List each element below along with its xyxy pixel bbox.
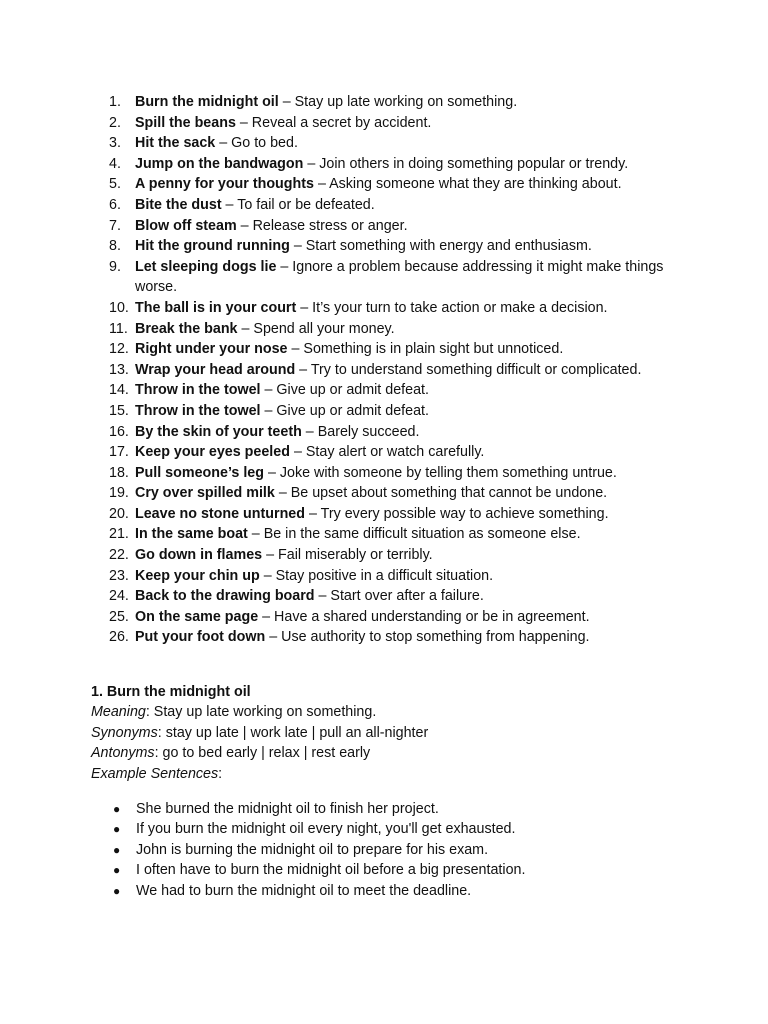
- idiom-definition: – Try every possible way to achieve something.: [305, 505, 609, 522]
- examples-heading: [91, 764, 711, 784]
- idiom-definition: – To fail or be defeated.: [221, 196, 375, 213]
- idiom-item: [109, 463, 709, 484]
- idiom-item: [109, 360, 709, 381]
- idiom-item: [109, 113, 709, 134]
- idiom-text: [135, 360, 709, 381]
- idiom-item: [109, 380, 709, 401]
- example-sentence: If you burn the midnight oil every night, you'll get exhausted.: [136, 821, 516, 838]
- examples-label: Example Sentences: [91, 765, 219, 782]
- idiom-text: [135, 257, 709, 298]
- idiom-term: Keep your eyes peeled: [135, 444, 290, 461]
- idiom-text: [135, 401, 709, 422]
- item-number: 14.: [109, 382, 129, 399]
- idiom-text: [135, 216, 709, 237]
- idiom-term: Go down in flames: [135, 547, 263, 564]
- example-item: [113, 860, 711, 880]
- idiom-item: [109, 174, 709, 195]
- idiom-text: [135, 524, 709, 545]
- idiom-list: [109, 92, 709, 648]
- idiom-definition: – Give up or admit defeat.: [260, 382, 429, 399]
- bullet-icon: ●: [113, 822, 121, 837]
- idiom-definition: – Stay positive in a difficult situation.: [259, 567, 494, 584]
- idiom-term: Leave no stone unturned: [135, 505, 305, 522]
- idiom-definition: – Asking someone what they are thinking about.: [313, 176, 622, 193]
- idiom-item: [109, 504, 709, 525]
- meaning-label: Meaning: [91, 704, 146, 721]
- item-number: 12.: [109, 341, 129, 358]
- idiom-term: The ball is in your court: [135, 299, 297, 316]
- idiom-item: [109, 195, 709, 216]
- idiom-term: Spill the beans: [135, 114, 236, 131]
- item-number: 21.: [109, 526, 129, 543]
- antonyms-line: [91, 743, 711, 763]
- idiom-definition: – Release stress or anger.: [236, 217, 408, 234]
- idiom-text: [135, 607, 709, 628]
- idiom-definition: – Join others in doing something popular or trendy.: [303, 155, 629, 172]
- item-number: 17.: [109, 444, 129, 461]
- idiom-term: Hit the sack: [135, 135, 216, 152]
- example-item: [113, 840, 711, 860]
- item-number: 9.: [109, 258, 121, 275]
- idiom-detail-section: [91, 682, 711, 901]
- idiom-item: [109, 319, 709, 340]
- item-number: 23.: [109, 567, 129, 584]
- examples-colon: :: [218, 765, 223, 782]
- idiom-item: [109, 401, 709, 422]
- idiom-text: [135, 463, 709, 484]
- idiom-text: [135, 566, 709, 587]
- item-number: 4.: [109, 155, 121, 172]
- meaning-text: : Stay up late working on something.: [145, 704, 377, 721]
- bullet-icon: ●: [113, 863, 121, 878]
- idiom-term: A penny for your thoughts: [135, 176, 314, 193]
- idiom-item: [109, 422, 709, 443]
- idiom-item: [109, 133, 709, 154]
- item-number: 7.: [109, 217, 121, 234]
- item-number: 16.: [109, 423, 129, 440]
- idiom-definition: – Stay up late working on something.: [278, 94, 518, 110]
- idiom-item: [109, 257, 709, 298]
- idiom-term: Wrap your head around: [135, 361, 296, 378]
- idiom-definition: – Have a shared understanding or be in agreement.: [258, 608, 590, 625]
- idiom-text: [135, 92, 709, 113]
- item-number: 11.: [109, 320, 128, 337]
- idiom-item: [109, 298, 709, 319]
- item-number: 26.: [109, 629, 129, 646]
- idiom-text: [135, 586, 709, 607]
- idiom-item: [109, 586, 709, 607]
- example-item: [113, 799, 711, 819]
- item-number: 8.: [109, 238, 121, 255]
- idiom-text: [135, 422, 709, 443]
- idiom-item: [109, 442, 709, 463]
- idiom-definition: – Something is in plain sight but unnoticed.: [287, 341, 564, 358]
- item-number: 18.: [109, 464, 129, 481]
- idiom-text: [135, 545, 709, 566]
- idiom-text: [135, 442, 709, 463]
- item-number: 24.: [109, 588, 129, 605]
- idiom-text: [135, 319, 709, 340]
- idiom-item: [109, 154, 709, 175]
- idiom-text: [135, 298, 709, 319]
- idiom-item: [109, 216, 709, 237]
- idiom-text: [135, 195, 709, 216]
- idiom-term: In the same boat: [135, 526, 248, 543]
- antonyms-label: Antonyms: [91, 745, 155, 762]
- item-number: 3.: [109, 135, 121, 152]
- idiom-definition: – Reveal a secret by accident.: [235, 114, 432, 131]
- idiom-text: [135, 174, 709, 195]
- idiom-item: [109, 339, 709, 360]
- bullet-icon: ●: [113, 802, 121, 817]
- idiom-text: [135, 133, 709, 154]
- idiom-item: [109, 545, 709, 566]
- example-sentence: She burned the midnight oil to finish her project.: [136, 801, 439, 818]
- example-sentence: We had to burn the midnight oil to meet the deadline.: [136, 882, 472, 899]
- idiom-definition: – Start something with energy and enthusiasm.: [289, 238, 592, 255]
- idiom-definition: – Go to bed.: [215, 135, 298, 152]
- idiom-text: [135, 339, 709, 360]
- synonyms-text: : stay up late | work late | pull an all-nighter: [157, 724, 429, 741]
- example-sentence: John is burning the midnight oil to prepare for his exam.: [136, 841, 489, 858]
- antonyms-text: : go to bed early | relax | rest early: [154, 745, 371, 762]
- bullet-icon: ●: [113, 842, 121, 857]
- item-number: 13.: [109, 361, 129, 378]
- idiom-definition: – Give up or admit defeat.: [260, 402, 429, 419]
- idiom-term: Jump on the bandwagon: [135, 155, 304, 172]
- item-number: 15.: [109, 402, 129, 419]
- synonyms-line: [91, 723, 711, 743]
- idiom-term: Let sleeping dogs lie: [135, 258, 277, 275]
- idiom-item: [109, 524, 709, 545]
- idiom-item: [109, 92, 709, 113]
- idiom-term: By the skin of your teeth: [135, 423, 302, 440]
- idiom-term: Keep your chin up: [135, 567, 260, 584]
- meaning-line: [91, 702, 711, 722]
- example-sentence: I often have to burn the midnight oil before a big presentation.: [136, 862, 526, 879]
- idiom-definition: – It’s your turn to take action or make a decision.: [296, 299, 608, 316]
- detail-heading: 1. Burn the midnight oil: [91, 684, 251, 700]
- idiom-item: [109, 607, 709, 628]
- idiom-text: [135, 154, 709, 175]
- item-number: 19.: [109, 485, 129, 502]
- idiom-term: Right under your nose: [135, 341, 288, 358]
- idiom-item: [109, 566, 709, 587]
- idiom-term: Back to the drawing board: [135, 588, 315, 605]
- item-number: 10.: [109, 299, 129, 316]
- idiom-definition: – Use authority to stop something from happening.: [265, 629, 590, 646]
- idiom-definition: – Joke with someone by telling them something untrue.: [263, 464, 617, 481]
- bullet-icon: ●: [113, 883, 121, 898]
- item-number: 1.: [109, 94, 121, 110]
- idiom-item: [109, 483, 709, 504]
- idiom-term: Pull someone’s leg: [135, 464, 264, 481]
- idiom-definition: – Try to understand something difficult or complicated.: [295, 361, 642, 378]
- idiom-term: Hit the ground running: [135, 238, 290, 255]
- item-number: 6.: [109, 196, 121, 213]
- idiom-term: Put your foot down: [135, 629, 266, 646]
- idiom-text: [135, 504, 709, 525]
- idiom-term: Blow off steam: [135, 217, 237, 234]
- item-number: 25.: [109, 608, 129, 625]
- idiom-term: Throw in the towel: [135, 382, 261, 399]
- idiom-text: [135, 236, 709, 257]
- item-number: 2.: [109, 114, 121, 131]
- item-number: 5.: [109, 176, 121, 193]
- idiom-text: [135, 113, 709, 134]
- idiom-text: [135, 483, 709, 504]
- idiom-item: [109, 627, 709, 648]
- idiom-definition: – Fail miserably or terribly.: [262, 547, 433, 564]
- idiom-text: [135, 627, 709, 648]
- synonyms-label: Synonyms: [91, 724, 158, 741]
- example-item: [113, 881, 711, 901]
- idiom-definition: – Be in the same difficult situation as someone else.: [247, 526, 581, 543]
- idiom-term: Bite the dust: [135, 196, 222, 213]
- idiom-term: Cry over spilled milk: [135, 485, 275, 502]
- idiom-definition: – Be upset about something that cannot be undone.: [274, 485, 608, 502]
- item-number: 20.: [109, 505, 129, 522]
- idiom-term: On the same page: [135, 608, 259, 625]
- idiom-term: Burn the midnight oil: [135, 94, 279, 110]
- idiom-definition: – Barely succeed.: [301, 423, 420, 440]
- idiom-definition: – Spend all your money.: [237, 320, 395, 337]
- idiom-definition: – Stay alert or watch carefully.: [289, 444, 485, 461]
- idiom-item: [109, 236, 709, 257]
- item-number: 22.: [109, 547, 129, 564]
- idiom-definition: – Ignore a problem because addressing it might make things worse.: [135, 258, 664, 296]
- idiom-text: [135, 380, 709, 401]
- example-list: [91, 799, 711, 901]
- idiom-term: Throw in the towel: [135, 402, 261, 419]
- example-item: [113, 819, 711, 839]
- idiom-term: Break the bank: [135, 320, 238, 337]
- idiom-definition: – Start over after a failure.: [314, 588, 484, 605]
